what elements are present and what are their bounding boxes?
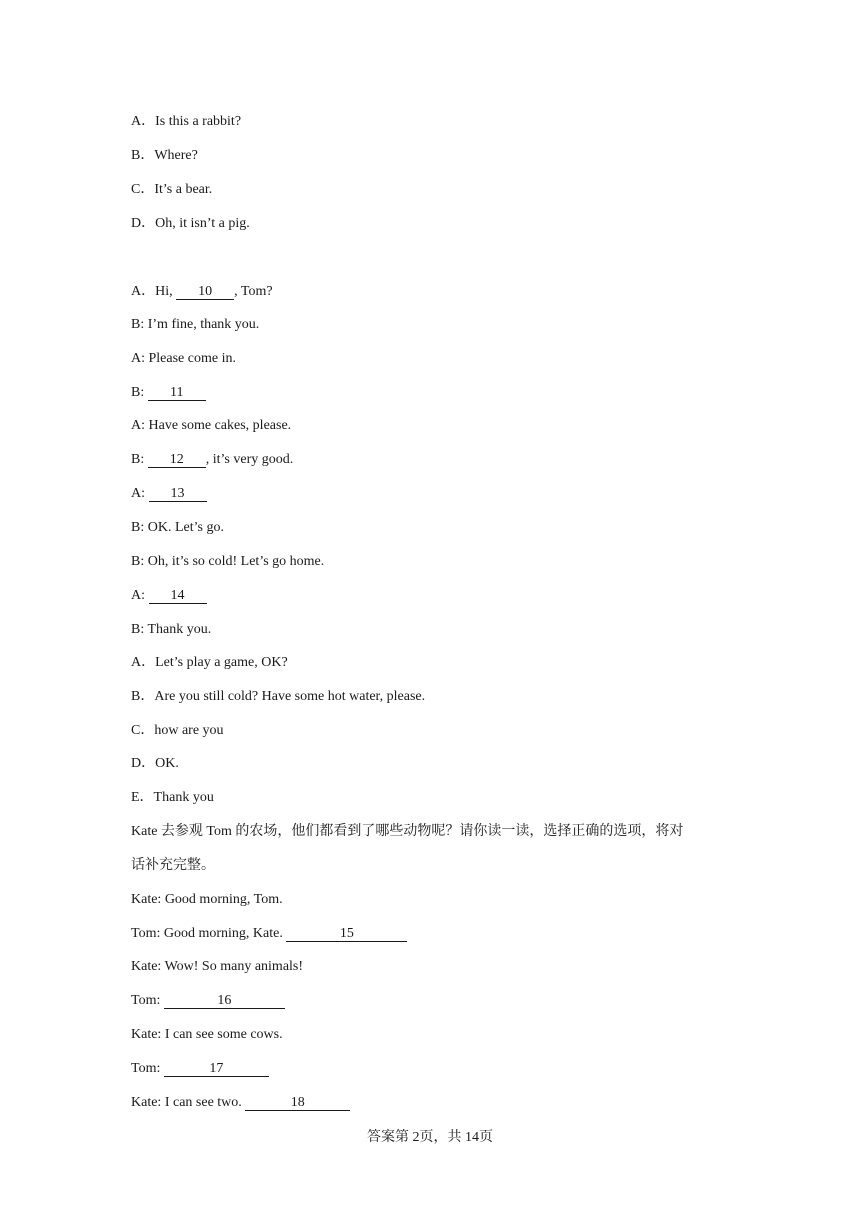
instruction-line: 话补充完整。: [131, 858, 215, 873]
option-c: C．It’s a bear.: [131, 182, 213, 197]
dialogue-line: [131, 992, 285, 1010]
option-c: C．how are you: [131, 723, 224, 738]
answer-blank: 16: [164, 993, 285, 1009]
dialogue-line: B: Oh, it’s so cold! Let’s go home.: [131, 554, 325, 569]
line-text: B:: [131, 385, 148, 400]
answer-blank: 14: [149, 588, 207, 604]
line-text: B:: [131, 452, 148, 467]
line-text: A:: [131, 486, 149, 501]
dialogue-line: [131, 1060, 269, 1078]
answer-blank: 11: [148, 385, 206, 401]
line-text: Tom:: [131, 1061, 164, 1076]
dialogue-line: B: Thank you.: [131, 622, 212, 637]
line-text: Tom:: [131, 993, 164, 1008]
dialogue-line: Kate: Good morning, Tom.: [131, 892, 283, 907]
line-text: A:: [131, 588, 149, 603]
dialogue-line: [131, 283, 273, 301]
option-b: B．Are you still cold? Have some hot water, please.: [131, 689, 426, 704]
dialogue-line: [131, 485, 207, 503]
answer-blank: 13: [149, 486, 207, 502]
line-text: , it’s very good.: [205, 452, 294, 467]
option-d: D．OK.: [131, 756, 179, 771]
dialogue-line: A: Have some cakes, please.: [131, 418, 292, 433]
answer-blank: 12: [148, 452, 206, 468]
option-a: A．Is this a rabbit?: [131, 114, 242, 129]
dialogue-line: [131, 1094, 350, 1112]
option-d: D．Oh, it isn’t a pig.: [131, 216, 250, 231]
answer-blank: 17: [164, 1061, 269, 1077]
dialogue-line: [131, 384, 206, 402]
dialogue-line: Kate: I can see some cows.: [131, 1027, 283, 1042]
page-footer: 答案第 2页，共 14页: [367, 1130, 493, 1145]
line-text: A．Hi,: [131, 284, 177, 299]
dialogue-line: B: OK. Let’s go.: [131, 520, 224, 535]
option-b: B．Where?: [131, 148, 198, 163]
instruction-line: Kate 去参观 Tom 的农场，他们都看到了哪些动物呢？请你读一读，选择正确的选项，将对: [131, 824, 684, 839]
dialogue-line: B: I’m fine, thank you.: [131, 317, 260, 332]
dialogue-line: [131, 587, 207, 605]
answer-blank: 10: [176, 284, 234, 300]
dialogue-line: Kate: Wow! So many animals!: [131, 959, 304, 974]
dialogue-line: [131, 925, 407, 943]
dialogue-line: [131, 451, 293, 469]
option-a: A．Let’s play a game, OK?: [131, 655, 288, 670]
answer-blank: 18: [245, 1095, 350, 1111]
answer-blank: 15: [286, 926, 407, 942]
line-text: , Tom?: [234, 284, 273, 299]
option-e: E．Thank you: [131, 790, 214, 805]
line-text: Tom: Good morning, Kate.: [131, 926, 287, 941]
line-text: Kate: I can see two.: [131, 1095, 246, 1110]
dialogue-line: A: Please come in.: [131, 351, 236, 366]
